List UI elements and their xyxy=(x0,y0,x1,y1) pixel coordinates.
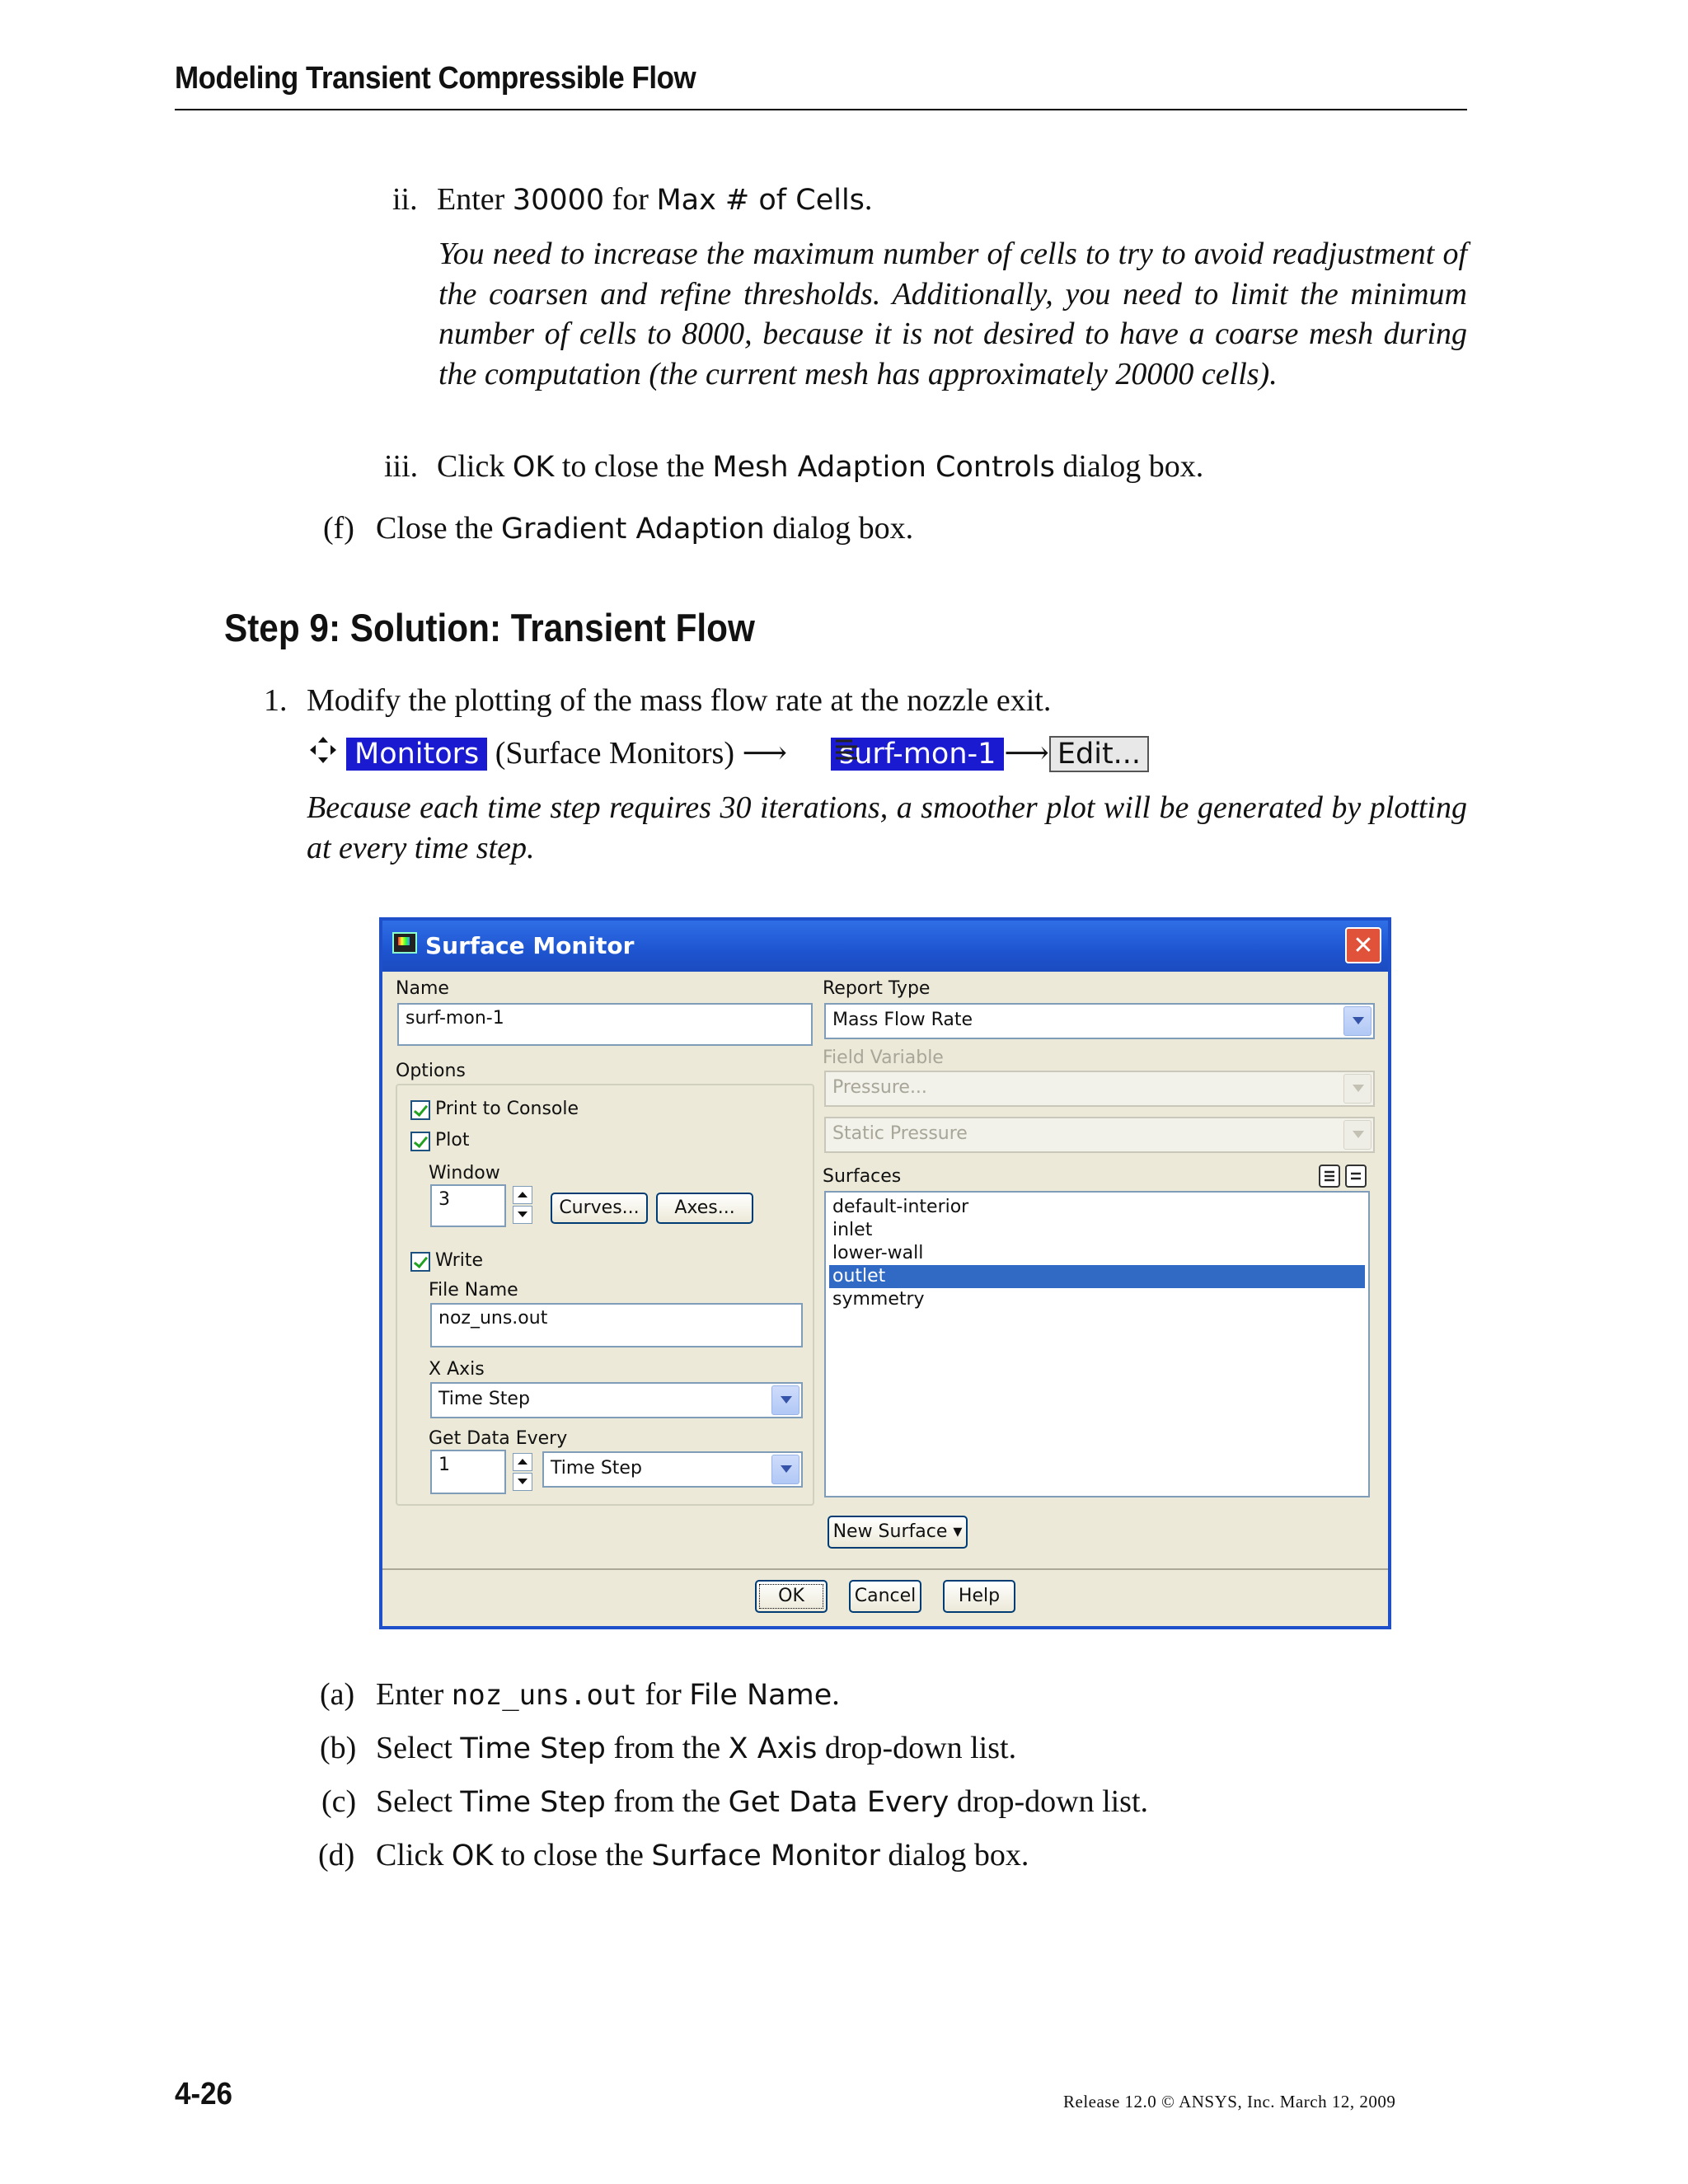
step-note: Because each time step requires 30 iterations, a smoother plot will be generated by plotting at every time step. xyxy=(307,790,1467,865)
text: Click xyxy=(376,1838,452,1872)
divider xyxy=(382,1568,1388,1570)
text: . xyxy=(832,1677,840,1712)
header-rule xyxy=(175,109,1467,110)
x-axis-value: Time Step xyxy=(438,1389,530,1409)
spin-down-icon[interactable] xyxy=(513,1206,532,1224)
field-ref: File Name xyxy=(689,1679,832,1712)
options-group xyxy=(396,1084,814,1506)
value-ref: Time Step xyxy=(460,1732,606,1765)
file-name-label: File Name xyxy=(429,1280,518,1301)
field-variable-value: Pressure... xyxy=(832,1077,927,1098)
chevron-down-icon xyxy=(1343,1074,1372,1104)
dialog-titlebar xyxy=(382,921,1388,972)
dialog-ref: Gradient Adaption xyxy=(500,513,765,546)
dialog-ref: Surface Monitor xyxy=(651,1840,880,1872)
edit-button[interactable]: Edit... xyxy=(1049,736,1149,772)
field-variable-sub-value: Static Pressure xyxy=(832,1123,968,1144)
get-data-every-field[interactable]: 1 xyxy=(430,1450,506,1494)
list-item[interactable]: inlet xyxy=(832,1220,873,1240)
curves-button[interactable]: Curves... xyxy=(551,1193,648,1224)
text: dialog box. xyxy=(879,1838,1029,1872)
field-ref: X Axis xyxy=(728,1732,818,1765)
field-variable-select xyxy=(824,1071,1375,1107)
code-filename: noz_uns.out xyxy=(451,1679,637,1712)
list-item-selected[interactable]: outlet xyxy=(829,1265,1365,1288)
get-data-unit-select[interactable] xyxy=(542,1451,803,1488)
surfaces-label: Surfaces xyxy=(823,1166,902,1187)
get-data-every-label: Get Data Every xyxy=(429,1428,568,1449)
chevron-down-icon[interactable] xyxy=(771,1385,799,1415)
item-marker: (f) xyxy=(323,511,354,546)
ok-button[interactable]: OK xyxy=(755,1580,828,1613)
text: from the xyxy=(605,1731,729,1765)
write-label: Write xyxy=(435,1250,484,1271)
list-item-f-text xyxy=(376,509,913,549)
text: Click xyxy=(437,449,513,484)
arrow-icon: ⟶ xyxy=(1004,736,1049,771)
window-label: Window xyxy=(429,1163,500,1183)
text: . xyxy=(864,182,873,217)
help-button[interactable]: Help xyxy=(943,1580,1015,1613)
text: drop-down list. xyxy=(817,1731,1017,1765)
text: from the xyxy=(605,1784,729,1819)
text: Enter xyxy=(437,182,513,217)
spin-down-icon[interactable] xyxy=(513,1473,532,1491)
list-item-iii-text xyxy=(437,447,1203,487)
deselect-all-icon[interactable] xyxy=(1345,1165,1367,1188)
text: to close the xyxy=(493,1838,652,1872)
item-marker: 1. xyxy=(264,683,288,718)
report-type-select[interactable] xyxy=(824,1003,1375,1039)
list-item-ii xyxy=(392,180,418,219)
options-label: Options xyxy=(396,1061,466,1081)
get-data-unit-value: Time Step xyxy=(551,1458,642,1479)
name-label: Name xyxy=(396,978,449,999)
list-item[interactable]: symmetry xyxy=(832,1289,925,1310)
text: Select xyxy=(376,1731,461,1765)
list-item[interactable]: lower-wall xyxy=(832,1243,924,1263)
step-a-text xyxy=(376,1675,840,1715)
item-marker: (a) xyxy=(320,1677,355,1712)
write-checkbox[interactable] xyxy=(410,1252,430,1272)
ok-ref: OK xyxy=(512,451,555,484)
chevron-down-icon[interactable] xyxy=(771,1455,799,1484)
field-ref: Get Data Every xyxy=(728,1786,950,1819)
text: to close the xyxy=(554,449,713,484)
window-field[interactable]: 3 xyxy=(430,1184,506,1227)
text: drop-down list. xyxy=(949,1784,1149,1819)
chevron-down-icon[interactable] xyxy=(1343,1006,1372,1036)
ok-ref: OK xyxy=(451,1840,494,1872)
name-field[interactable]: surf-mon-1 xyxy=(397,1003,813,1046)
print-console-checkbox[interactable] xyxy=(410,1100,430,1120)
app-icon xyxy=(392,932,417,954)
cancel-button[interactable]: Cancel xyxy=(849,1580,921,1613)
dialog-ref: Mesh Adaption Controls xyxy=(712,451,1055,484)
page-number: 4-26 xyxy=(175,2077,232,2111)
monitors-tree-item[interactable]: Monitors xyxy=(346,738,487,771)
window-spinner[interactable] xyxy=(513,1186,534,1226)
spin-up-icon[interactable] xyxy=(513,1453,532,1471)
report-type-value: Mass Flow Rate xyxy=(832,1010,973,1030)
list-item[interactable]: default-interior xyxy=(832,1197,969,1217)
item-marker: ii. xyxy=(392,182,418,217)
select-all-icon[interactable] xyxy=(1319,1165,1340,1188)
axes-button[interactable]: Axes... xyxy=(656,1193,753,1224)
path-paren: (Surface Monitors) xyxy=(495,736,734,771)
field-variable-sub-select xyxy=(824,1117,1375,1153)
text: Close the xyxy=(376,511,501,546)
get-data-spinner[interactable] xyxy=(513,1453,534,1493)
report-type-label: Report Type xyxy=(823,978,931,999)
dialog-title: Surface Monitor xyxy=(425,932,635,959)
text: Enter xyxy=(376,1677,452,1712)
field-max-cells: Max # of Cells xyxy=(656,184,865,217)
text: for xyxy=(636,1677,690,1712)
list-icon xyxy=(834,735,859,763)
list-item-ii-text xyxy=(437,180,872,220)
item-marker: (b) xyxy=(320,1731,357,1765)
field-variable-label: Field Variable xyxy=(823,1047,944,1068)
text: dialog box. xyxy=(764,511,914,546)
item-marker: iii. xyxy=(384,449,419,484)
item-1-text: Modify the plotting of the mass flow rate at the nozzle exit. xyxy=(307,683,1052,718)
new-surface-button[interactable]: New Surface ▾ xyxy=(828,1516,968,1549)
print-console-label: Print to Console xyxy=(435,1099,579,1119)
arrow-icon: ⟶ xyxy=(742,736,787,771)
note-paragraph: You need to increase the maximum number of cells to try to avoid readjustment of the coarsen and refine thresholds. Additionally, you need to limit the minimum number of cells to 8000, because it is not desired to have a coarse mesh during the computation (the current mesh has approximately 20000 cells). xyxy=(438,237,1467,391)
plot-label: Plot xyxy=(435,1130,470,1151)
navigation-path xyxy=(346,733,1149,774)
release-footer: Release 12.0 © ANSYS, Inc. March 12, 2009 xyxy=(1063,2092,1396,2111)
step-c-text xyxy=(376,1782,1148,1822)
value-30000: 30000 xyxy=(512,184,605,217)
section-heading: Step 9: Solution: Transient Flow xyxy=(224,606,755,649)
text: for xyxy=(604,182,657,217)
text: Select xyxy=(376,1784,461,1819)
running-header: Modeling Transient Compressible Flow xyxy=(175,61,696,96)
file-name-field[interactable]: noz_uns.out xyxy=(430,1303,803,1347)
item-marker: (d) xyxy=(318,1838,355,1872)
step-d-text xyxy=(376,1835,1029,1876)
text: dialog box. xyxy=(1054,449,1204,484)
value-ref: Time Step xyxy=(460,1786,606,1819)
surf-mon-1-item[interactable]: surf-mon-1 xyxy=(831,738,1004,771)
chevron-down-icon xyxy=(1343,1120,1372,1150)
monitors-tree-icon xyxy=(307,733,340,766)
x-axis-select[interactable] xyxy=(430,1382,803,1418)
surface-monitor-dialog xyxy=(379,917,1391,1629)
step-b-text xyxy=(376,1728,1016,1769)
spin-up-icon[interactable] xyxy=(513,1186,532,1204)
x-axis-label: X Axis xyxy=(429,1359,485,1380)
surfaces-list[interactable] xyxy=(824,1191,1370,1497)
item-marker: (c) xyxy=(321,1784,357,1819)
plot-checkbox[interactable] xyxy=(410,1132,430,1151)
close-button[interactable]: ✕ xyxy=(1345,927,1381,963)
